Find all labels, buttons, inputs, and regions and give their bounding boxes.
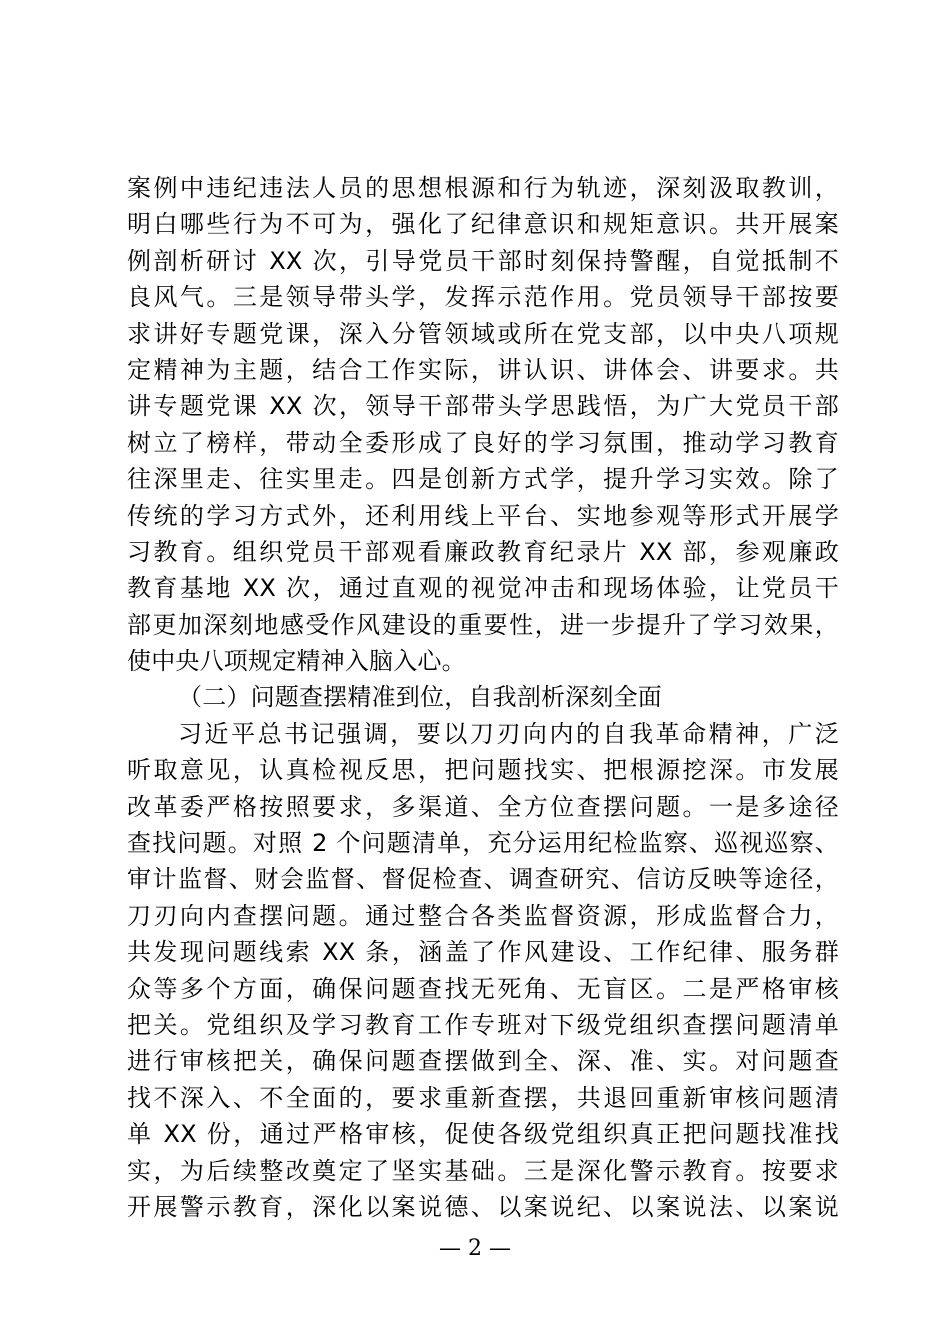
text-line: 使中央八项规定精神入脑入心。 <box>127 647 466 676</box>
text-line: 共发现问题线索 XX 条，涵盖了作风建设、工作纪律、服务群 <box>127 938 839 967</box>
text-line: 求讲好专题党课，深入分管领域或所在党支部，以中央八项规 <box>127 319 839 348</box>
text-line: 往深里走、往实里走。四是创新方式学，提升学习实效。除了 <box>127 465 839 494</box>
text-line: 传统的学习方式外，还利用线上平台、实地参观等形式开展学 <box>127 501 839 530</box>
text-line: 例剖析研讨 XX 次，引导党员干部时刻保持警醒，自觉抵制不 <box>127 246 839 275</box>
text-line: 刀刃向内查摆问题。通过整合各类监督资源，形成监督合力， <box>127 901 839 930</box>
text-line: 案例中违纪违法人员的思想根源和行为轨迹，深刻汲取教训， <box>127 174 839 202</box>
text-line: 审计监督、财会监督、督促检查、调查研究、信访反映等途径， <box>127 865 839 894</box>
text-line: 找不深入、不全面的，要求重新查摆，共退回重新审核问题清 <box>127 1083 839 1112</box>
text-line: 改革委严格按照要求，多渠道、全方位查摆问题。一是多途径 <box>127 792 839 821</box>
text-line: 众等多个方面，确保问题查找无死角、无盲区。二是严格审核 <box>127 974 839 1003</box>
text-line: 实，为后续整改奠定了坚实基础。三是深化警示教育。按要求 <box>127 1156 839 1185</box>
paragraph-1 <box>127 170 839 679</box>
paragraph-2 <box>127 716 839 1225</box>
text-line: 习近平总书记强调，要以刀刃向内的自我革命精神，广泛 <box>178 719 839 748</box>
text-line: 明白哪些行为不可为，强化了纪律意识和规矩意识。共开展案 <box>127 210 839 239</box>
text-line: 开展警示教育，深化以案说德、以案说纪、以案说法、以案说 <box>127 1192 839 1221</box>
text-line: 进行审核把关，确保问题查摆做到全、深、准、实。对问题查 <box>127 1047 839 1076</box>
text-line: 树立了榜样，带动全委形成了良好的学习氛围，推动学习教育 <box>127 428 839 457</box>
text-line: 良风气。三是领导带头学，发挥示范作用。党员领导干部按要 <box>127 283 839 312</box>
text-line: 习教育。组织党员干部观看廉政教育纪录片 XX 部，参观廉政 <box>127 537 839 566</box>
text-line: 定精神为主题，结合工作实际，讲认识、讲体会、讲要求。共 <box>127 355 839 384</box>
text-line: 听取意见，认真检视反思，把问题找实、把根源挖深。市发展 <box>127 756 839 785</box>
text-line: 把关。党组织及学习教育工作专班对下级党组织查摆问题清单 <box>127 1010 839 1039</box>
text-line: 部更加深刻地感受作风建设的重要性，进一步提升了学习效果， <box>127 610 839 639</box>
text-line: 查找问题。对照 2 个问题清单，充分运用纪检监察、巡视巡察、 <box>127 829 839 858</box>
text-line: 教育基地 XX 次，通过直观的视觉冲击和现场体验，让党员干 <box>127 574 839 603</box>
document-body <box>127 170 839 1225</box>
text-line: 单 XX 份，通过严格审核，促使各级党组织真正把问题找准找 <box>127 1120 839 1149</box>
page-number: — 2 — <box>439 1236 511 1261</box>
text-line: 讲专题党课 XX 次，领导干部带头学思践悟，为广大党员干部 <box>127 392 839 421</box>
section-heading: （二）问题查摆精准到位，自我剖析深刻全面 <box>178 683 662 712</box>
